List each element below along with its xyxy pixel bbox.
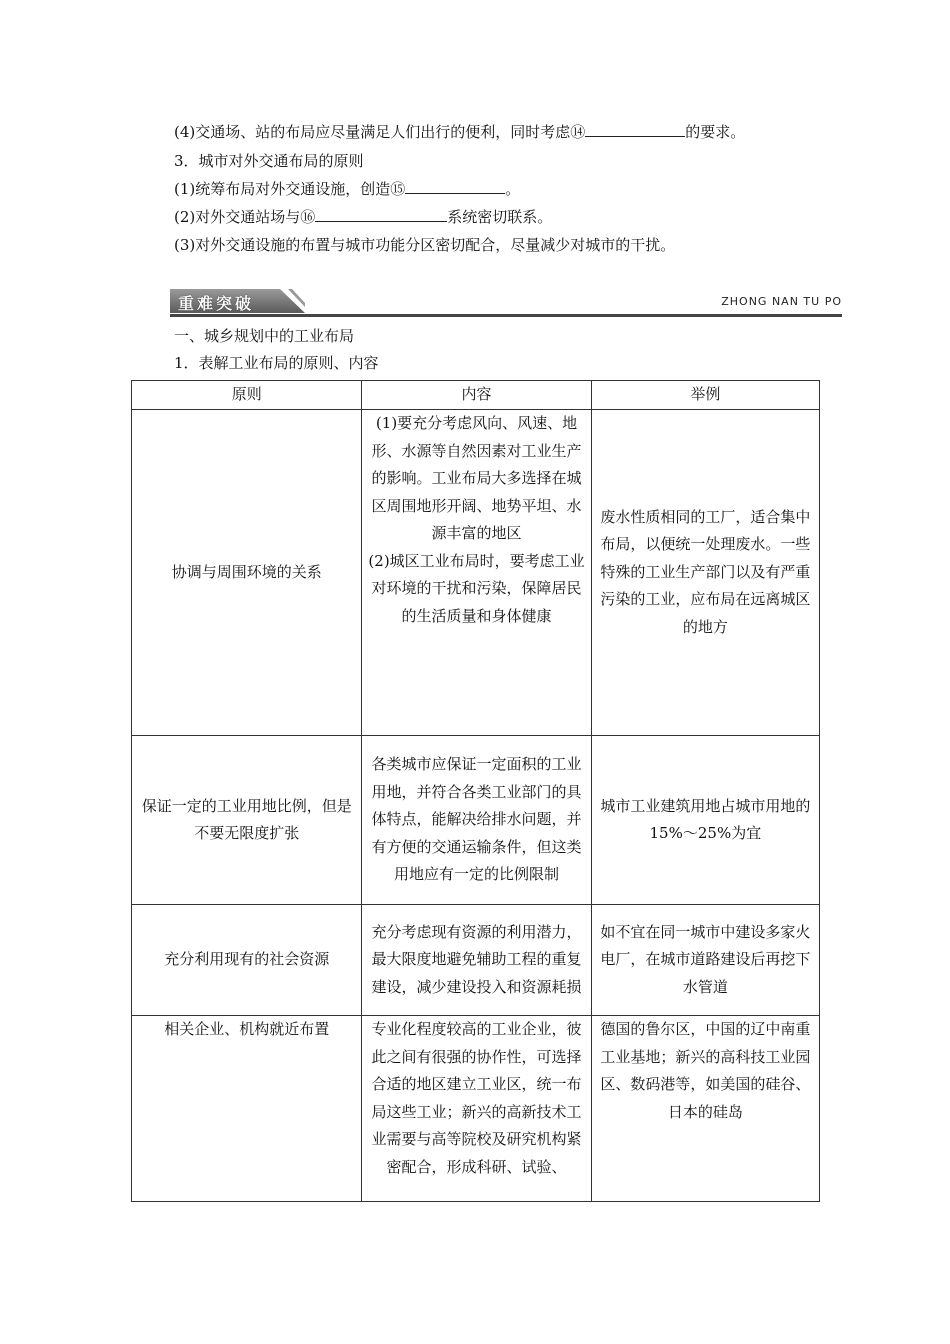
station-connection-end: 系统密切联系。 xyxy=(447,208,553,226)
external-traffic-heading: 3．城市对外交通布局的原则 xyxy=(174,152,364,170)
cell-principle: 保证一定的工业用地比例，但是不要无限度扩张 xyxy=(132,736,362,905)
industrial-layout-table xyxy=(131,380,820,1202)
cell-content: 充分考虑现有资源的利用潜力，最大限度地避免辅助工程的重复建设，减少建设投入和资源耗损 xyxy=(362,905,591,1016)
cell-example: 城市工业建筑用地占城市用地的15%～25%为宜 xyxy=(591,736,819,905)
header-content: 内容 xyxy=(362,381,591,410)
header-principle: 原则 xyxy=(132,381,362,410)
fill-blank-15[interactable] xyxy=(405,179,505,194)
section-subheading-text: 1．表解工业布局的原则、内容 xyxy=(174,354,379,372)
line-facility-arrangement xyxy=(174,235,675,255)
cell-principle: 协调与周围环境的关系 xyxy=(132,410,362,736)
overall-layout-text: (1)统筹布局对外交通设施，创造⑮ xyxy=(174,180,406,198)
section-heading-text: 一、城乡规划中的工业布局 xyxy=(174,327,355,345)
cell-content: 各类城市应保证一定面积的工业用地，并符合各类工业部门的具体特点，能解决给排水问题，并有方便的交通运输条件，但这类用地应有一定的比例限制 xyxy=(362,736,591,905)
line-traffic-stations-text: (4)交通场、站的布局应尽量满足人们出行的便利，同时考虑⑭ xyxy=(174,123,586,141)
fill-blank-14[interactable] xyxy=(585,122,685,137)
banner-subtitle: ZHONG NAN TU PO xyxy=(721,295,842,308)
cell-principle: 充分利用现有的社会资源 xyxy=(132,905,362,1016)
facility-arrangement-text: (3)对外交通设施的布置与城市功能分区密切配合，尽量减少对城市的干扰。 xyxy=(174,236,676,254)
content-text: (1)要充分考虑风向、风速、地形、水源等自然因素对工业生产的影响。工业布局大多选择在城区周围地形开阔、地势平坦、水源丰富的地区 (2)城区工业布局时，要考虑工业对环境的干扰和污染，保障居民的生活质量和身体健康 xyxy=(368,414,585,625)
table-row xyxy=(132,905,820,1016)
line-station-connection xyxy=(174,207,552,227)
banner-title: 重难突破 xyxy=(178,294,255,313)
line-external-traffic-heading xyxy=(174,151,364,171)
cell-example: 德国的鲁尔区，中国的辽中南重工业基地；新兴的高科技工业园区、数码港等，如美国的硅谷、日本的硅岛 xyxy=(591,1016,819,1202)
cell-example: 废水性质相同的工厂，适合集中布局，以便统一处理废水。一些特殊的工业生产部门以及有严重污染的工业，应布局在远离城区的地方 xyxy=(591,410,819,736)
table-row xyxy=(132,1016,820,1202)
line-overall-layout xyxy=(174,179,520,199)
fill-blank-16[interactable] xyxy=(315,207,447,222)
station-connection-text: (2)对外交通站场与⑯ xyxy=(174,208,316,226)
cell-principle: 相关企业、机构就近布置 xyxy=(132,1016,362,1202)
section-subheading xyxy=(174,353,379,373)
cell-content: 专业化程度较高的工业企业，彼此之间有很强的协作性，可选择合适的地区建立工业区，统一布局这些工业；新兴的高新技术工业需要与高等院校及研究机构紧密配合，形成科研、试验、 xyxy=(362,1016,591,1202)
section-banner xyxy=(170,289,842,317)
section-heading xyxy=(174,326,354,346)
table-header-row xyxy=(132,381,820,410)
cell-example: 如不宜在同一城市中建设多家火电厂，在城市道路建设后再挖下水管道 xyxy=(591,905,819,1016)
banner-divider xyxy=(170,314,842,317)
cell-content xyxy=(362,410,591,736)
table-row xyxy=(132,410,820,736)
overall-layout-end: 。 xyxy=(505,180,521,198)
line-traffic-stations-end: 的要求。 xyxy=(685,123,746,141)
header-example: 举例 xyxy=(591,381,819,410)
table-row xyxy=(132,736,820,905)
line-traffic-stations xyxy=(174,122,745,142)
